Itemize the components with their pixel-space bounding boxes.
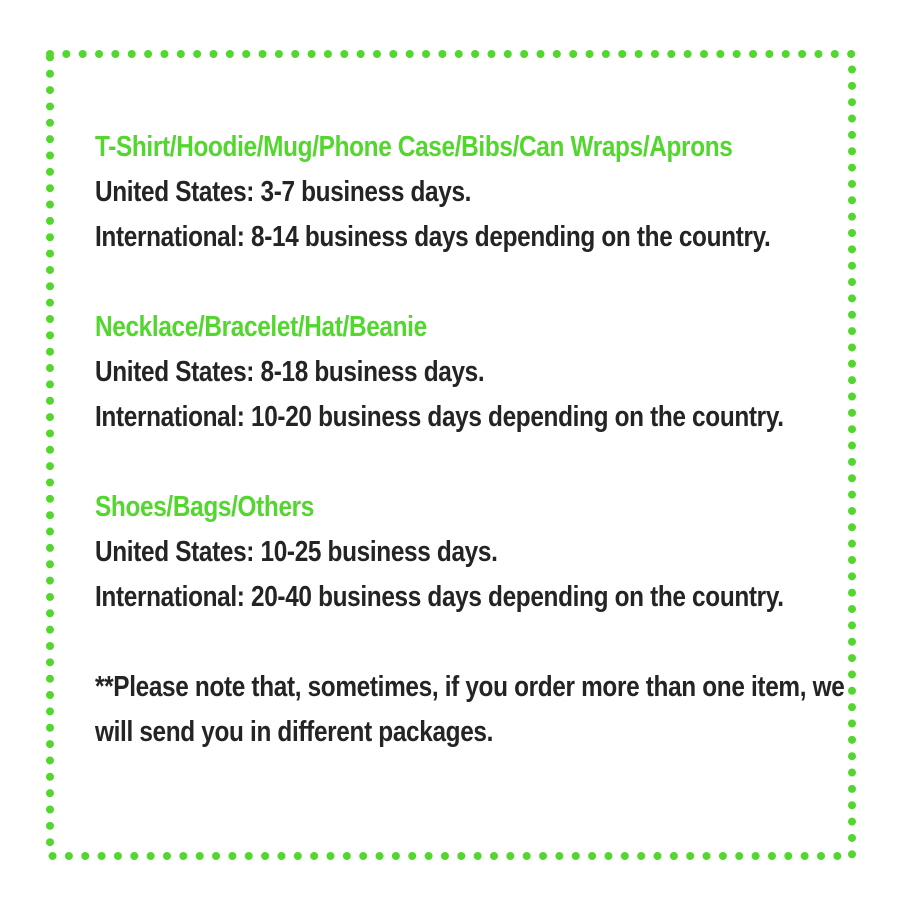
note-line: **Please note that, sometimes, if you order more than one item, we	[95, 671, 845, 703]
international-shipping-line: International: 10-20 business days depending on the country.	[95, 401, 784, 433]
section-apparel	[95, 125, 844, 260]
section-heading: Necklace/Bracelet/Hat/Beanie	[95, 311, 427, 343]
packages-note	[95, 665, 844, 755]
shipping-text-content	[95, 125, 844, 800]
section-shoes-bags-others	[95, 485, 844, 620]
section-accessories	[95, 305, 844, 440]
international-shipping-line: International: 8-14 business days depending on the country.	[95, 221, 771, 253]
united-states-shipping-line: United States: 3-7 business days.	[95, 176, 472, 208]
united-states-shipping-line: United States: 10-25 business days.	[95, 536, 498, 568]
section-heading: Shoes/Bags/Others	[95, 491, 315, 523]
united-states-shipping-line: United States: 8-18 business days.	[95, 356, 485, 388]
international-shipping-line: International: 20-40 business days depending on the country.	[95, 581, 784, 613]
note-line: will send you in different packages.	[95, 716, 494, 748]
section-heading: T-Shirt/Hoodie/Mug/Phone Case/Bibs/Can Wraps/Aprons	[95, 131, 733, 163]
